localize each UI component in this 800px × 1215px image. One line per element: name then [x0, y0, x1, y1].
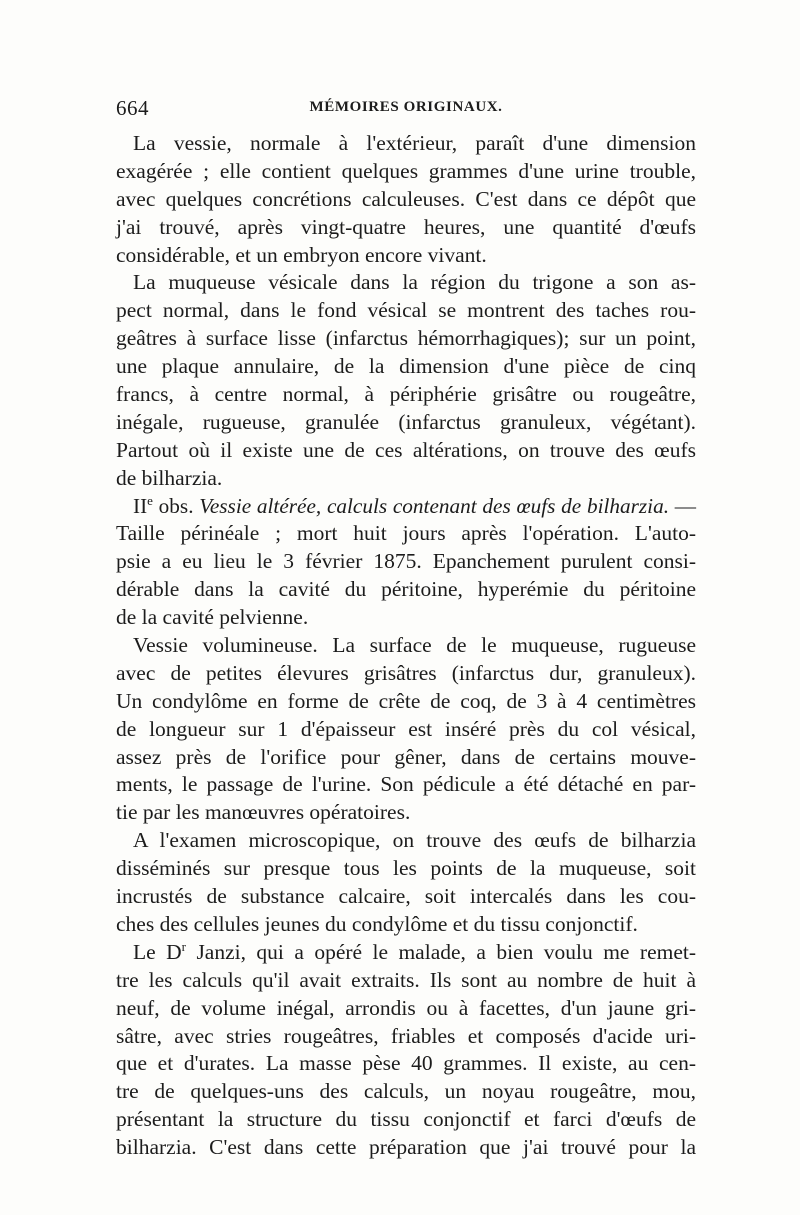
text-line: disséminés sur presque tous les points de la muqueuse, soit [116, 856, 696, 881]
text-line: de bilharzia. [116, 465, 223, 490]
text-line: dérable dans la cavité du péritoine, hyperémie du péritoine [116, 577, 696, 602]
text-line: psie a eu lieu le 3 février 1875. Epanchement purulent consi- [116, 549, 696, 574]
text-line: que et d'urates. La masse pèse 40 grammes. Il existe, au cen- [116, 1051, 696, 1076]
text-line: assez près de l'orifice pour gêner, dans de certains mouve- [116, 744, 696, 769]
text-line: A l'examen microscopique, on trouve des œufs de bilharzia [133, 828, 696, 853]
text-line: avec quelques concrétions calculeuses. C'est dans ce dépôt que [116, 186, 696, 211]
observation-heading [116, 493, 696, 521]
text-line: Un condylôme en forme de crête de coq, de 3 à 4 centimètres [116, 688, 696, 713]
body-text [116, 130, 696, 1162]
text-line: j'ai trouvé, après vingt-quatre heures, une quantité d'œufs [116, 214, 696, 239]
text-line: présentant la structure du tissu conjonctif et farci d'œufs de [116, 1107, 696, 1132]
janzi-before: Le D [133, 939, 182, 964]
janzi-superscript: r [181, 938, 186, 954]
janzi-after: Janzi, qui a opéré le malade, a bien voulu me remet- [186, 939, 697, 964]
observation-numeral: II [133, 493, 148, 518]
text-line: de longueur sur 1 d'épaisseur est inséré près du col vésical, [116, 716, 696, 741]
text-line: exagérée ; elle contient quelques grammes d'une urine trouble, [116, 158, 696, 183]
text-line: bilharzia. C'est dans cette préparation que j'ai trouvé pour la [116, 1135, 696, 1160]
observation-label: obs. [152, 493, 200, 518]
text-line: sâtre, avec stries rougeâtres, friables et composés d'acide uri- [116, 1023, 696, 1048]
text-line: pect normal, dans le fond vésical se montrent des taches rou- [116, 298, 696, 323]
text-line: geâtres à surface lisse (infarctus hémorrhagiques); sur un point, [116, 326, 696, 351]
page-number: 664 [116, 96, 149, 120]
janzi-line [116, 939, 696, 967]
text-line: Vessie volumineuse. La surface de le muqueuse, rugueuse [133, 633, 696, 658]
text-line: inégale, rugueuse, granulée (infarctus granuleux, végétant). [116, 409, 696, 434]
observation-title: Vessie altérée, calculs contenant des œufs de bilharzia. [199, 493, 670, 518]
running-head [116, 96, 696, 122]
text-line: La vessie, normale à l'extérieur, paraît d'une dimension [133, 131, 696, 155]
text-line: une plaque annulaire, de la dimension d'une pièce de cinq [116, 354, 696, 379]
text-line: tie par les manœuvres opératoires. [116, 800, 411, 825]
text-line: La muqueuse vésicale dans la région du trigone a son as- [133, 270, 696, 295]
running-title: MÉMOIRES ORIGINAUX. [309, 99, 503, 115]
text-line: tre de quelques-uns des calculs, un noyau rougeâtre, mou, [116, 1079, 696, 1104]
text-line: incrustés de substance calcaire, soit intercalés dans les cou- [116, 884, 696, 909]
text-line: Partout où il existe une de ces altérations, on trouve des œufs [116, 437, 696, 462]
text-line: tre les calculs qu'il avait extraits. Ils sont au nombre de huit à [116, 967, 696, 992]
text-line: avec de petites élevures grisâtres (infarctus dur, granuleux). [116, 660, 696, 685]
observation-numeral-suffix: e [147, 492, 153, 508]
text-line: ments, le passage de l'urine. Son pédicule a été détaché en par- [116, 772, 696, 797]
text-line: francs, à centre normal, à périphérie grisâtre ou rougeâtre, [116, 382, 696, 407]
observation-dash: — [669, 493, 696, 518]
text-line: Taille périnéale ; mort huit jours après l'opération. L'auto- [116, 521, 696, 546]
text-line: ches des cellules jeunes du condylôme et du tissu conjonctif. [116, 911, 638, 936]
text-line: de la cavité pelvienne. [116, 605, 309, 630]
text-line: neuf, de volume inégal, arrondis ou à facettes, d'un jaune gri- [116, 995, 696, 1020]
text-line: considérable, et un embryon encore vivant. [116, 242, 487, 267]
